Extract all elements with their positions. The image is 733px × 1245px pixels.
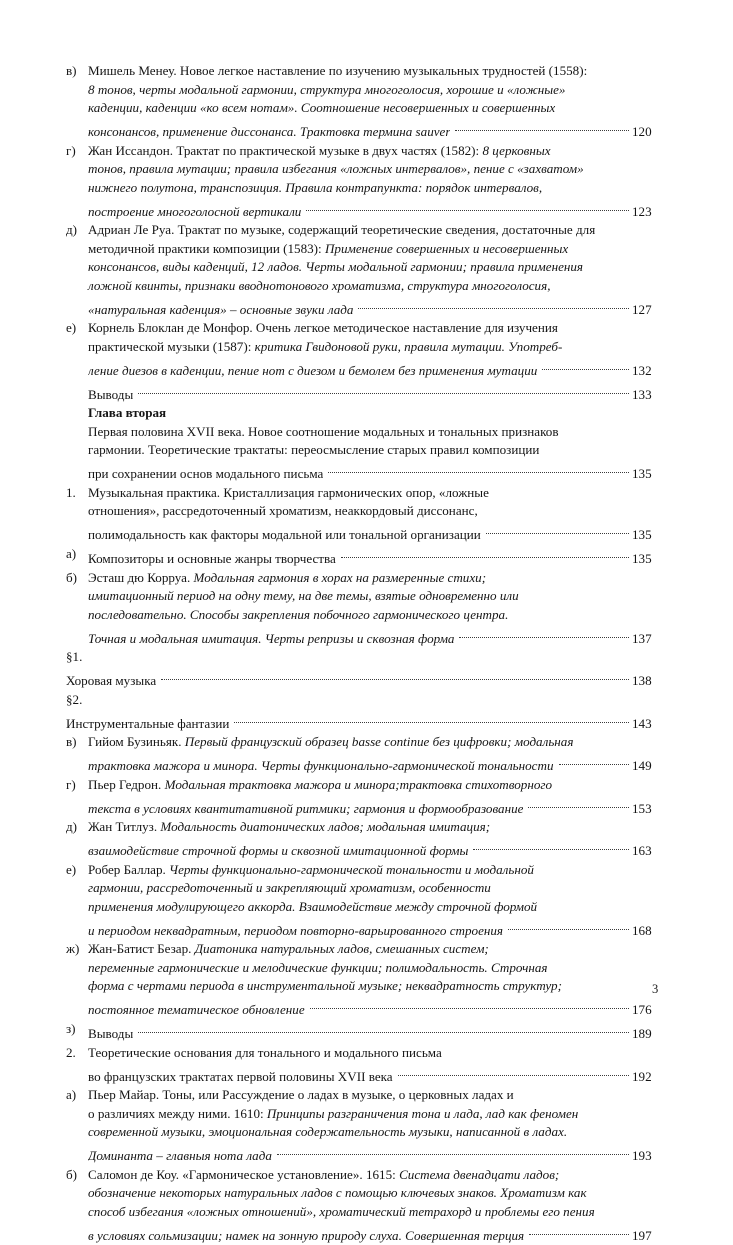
entry-text-italic: Модальность диатонических ладов; модальная имитация; [160,819,490,834]
entry-text: во французских трактатах первой половины XVII века [88,1069,393,1084]
entry-text-italic: «натуральная каденция» – основные звуки лада [88,302,353,317]
entry-text-italic: текста в условиях квантитативной ритмики; гармония и формообразование [88,801,523,816]
toc-entry[interactable] [66,423,666,484]
toc-entry-line [88,1203,666,1222]
entry-text: Гийом Бузиньяк. [88,734,185,749]
dot-leader [358,295,629,314]
toc-entry-page-number: 176 [632,1001,666,1020]
toc-entry-marker: з) [66,1020,86,1039]
toc-entry-page-number: 135 [632,550,666,569]
toc-entry-tail [88,624,666,648]
entry-text: Теоретические основания для тонального и модального письма [88,1045,442,1060]
toc-entry-line [88,733,666,752]
toc-entry-marker: 2. [66,1044,86,1063]
entry-text-italic: современной музыки, эмоциональная содержательность музыки, написанной в ладах. [88,1124,567,1139]
toc-entry-title-end [88,301,353,320]
toc-entry[interactable] [66,484,666,545]
entry-text-italic: Диатоника натуральных ладов, смешанных систем; [195,941,489,956]
entry-text: Музыкальная практика. Кристаллизация гармонических опор, «ложные [88,485,489,500]
entry-text-italic: Точная и модальная имитация. Черты репризы и сквозная форма [88,631,454,646]
toc-entry-page-number: 149 [632,757,666,776]
toc-entry-tail [88,1020,666,1044]
toc-entry-line [88,898,666,917]
entry-text-italic: консонансов, применение диссонанса. Трактовка термина sauver [88,124,450,139]
entry-text: Саломон де Коу. «Гармоническое установление». 1615: [88,1167,399,1182]
entry-text-italic: каденции, каденции «ко всем нотам». Соотношение несовершенных и совершенных [88,100,555,115]
toc-entry-marker: д) [66,221,86,240]
entry-text: Жан Иссандон. Трактат по практической музыке в двух частях (1582): [88,143,482,158]
entry-text-italic: обозначение некоторых натуральных ладов с помощью ключевых знаков. Хроматизм как [88,1185,587,1200]
toc-entry[interactable] [66,861,666,941]
toc-entry[interactable] [66,62,666,142]
toc-entry-title-end [88,465,323,484]
toc-entry-line [88,240,666,259]
toc-entry[interactable] [66,648,666,691]
toc-entry-page-number: 168 [632,922,666,941]
entry-text: Пьер Гедрон. [88,777,165,792]
entry-text-italic: тонов, правила мутации; правила избегания «ложных интервалов», пение с «захватом» [88,161,584,176]
toc-entry-line [88,1105,666,1124]
entry-text-italic: форма с чертами периода в инструментальной музыке; неквадратность структур; [88,978,562,993]
entry-text-italic: трактовка мажора и минора. Черты функционально-гармонической тональности [88,758,554,773]
entry-text: Выводы [88,387,133,402]
dot-leader [328,460,629,479]
dot-leader [310,996,629,1015]
entry-text-italic: построение многоголосной вертикали [88,204,301,219]
entry-text: Инструментальные фантазии [66,716,229,731]
toc-entry-line [88,160,666,179]
entry-text-italic: способ избегания «ложных отношений», хроматический тетрахорд и проблемы его пения [88,1204,595,1219]
toc-entry-marker: д) [66,818,86,837]
entry-text-bold: Глава вторая [88,405,166,420]
toc-entry-tail [88,118,666,142]
toc-entry-page-number: 135 [632,526,666,545]
toc-entry-line [88,221,666,240]
toc-entry-title-end [66,715,229,734]
toc-entry-line [88,861,666,880]
entry-text: методичной практики композиции (1583): [88,241,325,256]
toc-entry-title-end [88,1147,272,1166]
toc-entry-page-number: 153 [632,800,666,819]
entry-text: Мишель Менеу. Новое легкое наставление по изучению музыкальных трудностей (1558): [88,63,587,78]
toc-entry-title-end [88,1227,524,1245]
entry-text: о различиях между ними. 1610: [88,1106,267,1121]
toc-entry-line [88,81,666,100]
entry-text-italic: нижнего полутона, транспозиция. Правила контрапункта: порядок интервалов, [88,180,542,195]
toc-entry-line [88,569,666,588]
toc-entry-title-end [88,386,133,405]
toc-entry[interactable] [66,1020,666,1044]
dot-leader [455,118,629,137]
toc-entry-title-end [88,1025,133,1044]
dot-leader [138,1020,629,1039]
toc-entry-tail [88,1142,666,1166]
toc-entry-line [88,99,666,118]
entry-text: отношения», рассредоточенный хроматизм, неаккордовый диссонанс, [88,503,478,518]
toc-entry-line [88,959,666,978]
entry-text: Хоровая музыка [66,673,156,688]
entry-text-italic: Модальная гармония в хорах на размеренные стихи; [194,570,487,585]
toc-entry-title-end [88,922,503,941]
entry-text-italic: 8 тонов, черты модальной гармонии, структура многоголосия, хорошие и «ложные» [88,82,565,97]
entry-text-italic: ложной квинты, признаки вводнотонового хроматизма, структура многоголосия, [88,278,550,293]
toc-entry-line [88,277,666,296]
toc-entry-title-end [88,1068,393,1087]
entry-text: Корнель Блоклан де Монфор. Очень легкое методическое наставление для изучения [88,320,558,335]
toc-entry-line [88,319,666,338]
toc-entry-line [88,502,666,521]
toc-entry-title-end [88,1001,305,1020]
entry-text-italic: гармонии, рассредоточенный и закрепляющий хроматизм, особенности [88,880,491,895]
entry-text: гармонии. Теоретические трактаты: переосмысление старых правил композиции [88,442,539,457]
toc-entry-line [88,1123,666,1142]
entry-text: Робер Баллар. [88,862,169,877]
toc-entry-page-number: 197 [632,1227,666,1245]
entry-text: Первая половина XVII века. Новое соотношение модальных и тональных признаков [88,424,559,439]
toc-entry-line [88,62,666,81]
toc-entry-title-end [88,203,301,222]
entry-text-italic: Первый французский образец basse continue без цифровки; модальная [185,734,574,749]
dot-leader [138,380,629,399]
entry-text-italic: и периодом неквадратным, периодом повторно-варьированного строения [88,923,503,938]
page-number: 3 [652,982,658,997]
toc-entry-page-number: 133 [632,386,666,405]
entry-text-italic: последовательно. Способы закрепления побочного гармонического центра. [88,607,508,622]
dot-leader [306,197,629,216]
entry-text-italic: применения модулирующего аккорда. Взаимодействие между строчной формой [88,899,537,914]
toc-entry-page-number: 123 [632,203,666,222]
toc-entry-line [88,1086,666,1105]
toc-entry-marker: б) [66,569,86,588]
toc-chapter-heading [88,404,666,423]
entry-text-italic: в условиях сольмизации; намек на зонную природу слуха. Совершенная терция [88,1228,524,1243]
toc-entry-title-end [88,526,481,545]
entry-text: Выводы [88,1026,133,1041]
entry-text-italic: взаимодействие строчной формы и сквозной имитационной формы [88,843,468,858]
toc-entry-marker: 1. [66,484,86,503]
toc-entry[interactable] [66,691,666,734]
toc-entry-page-number: 138 [632,672,666,691]
dot-leader [473,837,629,856]
toc-entry-title-end [66,672,156,691]
toc-entry-title-end [88,800,523,819]
toc-entry[interactable] [66,142,666,222]
toc-entry-title-end [88,630,454,649]
toc-entry-tail [88,1221,666,1245]
toc-entry-title-end [88,123,450,142]
toc-entry-marker: е) [66,861,86,880]
entry-text-italic: постоянное тематическое обновление [88,1002,305,1017]
dot-leader [459,624,629,643]
toc-entry-list [66,62,666,1245]
toc-entry-tail [88,460,666,484]
toc-entry-line [88,142,666,161]
toc-entry-line [88,587,666,606]
toc-entry-marker: ж) [66,940,86,959]
toc-entry-tail [88,380,666,404]
entry-text-italic: Доминанта – главныя нота лада [88,1148,272,1163]
toc-entry[interactable] [66,940,666,1020]
toc-entry-marker: §2. [66,692,82,707]
entry-text: при сохранении основ модального письма [88,466,323,481]
toc-entry[interactable] [66,545,666,569]
toc-entry-line [88,179,666,198]
toc-entry[interactable] [66,1166,666,1245]
toc-entry-tail [66,667,666,691]
toc-entry-line [88,879,666,898]
entry-text: Адриан Ле Руа. Трактат по музыке, содержащий теоретические сведения, достаточные для [88,222,595,237]
toc-entry-marker: б) [66,1166,86,1185]
toc-entry-tail [88,1062,666,1086]
toc-entry-page-number: 163 [632,842,666,861]
toc-entry-title-end [88,842,468,861]
toc-entry-line [88,1184,666,1203]
toc-entry-tail [88,837,666,861]
toc-entry-line [88,606,666,625]
toc-entry-page-number: 193 [632,1147,666,1166]
entry-text-italic: критика Гвидоновой руки, правила мутации. Употреб- [255,339,563,354]
dot-leader [161,667,629,686]
dot-leader [508,916,629,935]
toc-entry-line [88,338,666,357]
toc-entry-marker: г) [66,142,86,161]
toc-entry-page-number: 137 [632,630,666,649]
toc-entry-line [88,484,666,503]
entry-text-italic: Принципы разграничения тона и лада, лад как феномен [267,1106,578,1121]
dot-leader [234,709,629,728]
toc-entry-tail [88,752,666,776]
toc-entry-marker: в) [66,62,86,81]
toc-entry-tail [88,545,666,569]
toc-entry-title-end [88,362,537,381]
dot-leader [559,752,630,771]
toc-entry-title-end [88,550,336,569]
entry-text: Эсташ дю Корруа. [88,570,194,585]
entry-text: Жан-Батист Безар. [88,941,195,956]
entry-text-italic: Система двенадцати ладов; [399,1167,559,1182]
toc-entry-line [88,258,666,277]
toc-entry-tail [88,916,666,940]
entry-text: Пьер Майар. Тоны, или Рассуждение о ладах в музыке, о церковных ладах и [88,1087,514,1102]
toc-entry[interactable] [66,733,666,776]
entry-text-italic: 8 церковных [482,143,550,158]
entry-text-italic: переменные гармонические и мелодические функции; полимодальность. Строчная [88,960,547,975]
entry-text-italic: Модальная трактовка мажора и минора;трактовка стихотворного [165,777,552,792]
toc-entry-title-end [88,757,554,776]
entry-text-italic: Черты функционально-гармонической тональности и модальной [169,862,534,877]
toc-entry-marker: е) [66,319,86,338]
toc-entry-page-number: 132 [632,362,666,381]
toc-entry-marker: а) [66,1086,86,1105]
toc-entry-page-number: 120 [632,123,666,142]
dot-leader [277,1142,629,1161]
toc-entry[interactable] [66,404,666,423]
toc-entry[interactable] [66,776,666,819]
toc-entry-line [88,423,666,442]
entry-text: Жан Титлуз. [88,819,160,834]
dot-leader [542,356,629,375]
toc-entry-line [88,441,666,460]
entry-text: практической музыки (1587): [88,339,255,354]
entry-text: Композиторы и основные жанры творчества [88,551,336,566]
toc-entry-marker: §1. [66,649,82,664]
dot-leader [486,521,629,540]
toc-entry-page-number: 135 [632,465,666,484]
toc-entry-line [88,818,666,837]
dot-leader [528,794,629,813]
toc-entry-tail [88,356,666,380]
toc-entry-tail [88,197,666,221]
dot-leader [529,1221,629,1240]
toc-entry-marker: г) [66,776,86,795]
toc-entry-tail [88,295,666,319]
toc-entry-marker: а) [66,545,86,564]
toc-entry-tail [88,521,666,545]
toc-entry-tail [88,996,666,1020]
entry-text-italic: Применение совершенных и несовершенных [325,241,568,256]
entry-text-italic: консонансов, виды каденций, 12 ладов. Черты модальной гармонии; правила применения [88,259,583,274]
toc-entry[interactable] [66,221,666,319]
toc-entry-page-number: 127 [632,301,666,320]
toc-entry-page-number: 143 [632,715,666,734]
toc-entry-line [88,1166,666,1185]
entry-text-italic: имитационный период на одну тему, на две темы, взятые одновременно или [88,588,519,603]
toc-entry-line [88,977,666,996]
toc-entry[interactable] [66,319,666,380]
toc-entry[interactable] [66,569,666,649]
toc-entry-page-number: 192 [632,1068,666,1087]
toc-entry-page-number: 189 [632,1025,666,1044]
toc-entry-tail [66,709,666,733]
toc-entry-marker: в) [66,733,86,752]
toc-entry-line [88,940,666,959]
dot-leader [398,1062,629,1081]
toc-entry[interactable] [66,818,666,861]
entry-text-italic: ление диезов в каденции, пение нот с диезом и бемолем без применения мутации [88,363,537,378]
toc-entry[interactable] [66,1086,666,1166]
toc-entry-tail [88,794,666,818]
toc-entry[interactable] [66,380,666,404]
dot-leader [341,545,629,564]
toc-entry[interactable] [66,1044,666,1087]
entry-text: полимодальность как факторы модальной или тональной организации [88,527,481,542]
toc-entry-line [88,1044,666,1063]
toc-entry-line [88,776,666,795]
